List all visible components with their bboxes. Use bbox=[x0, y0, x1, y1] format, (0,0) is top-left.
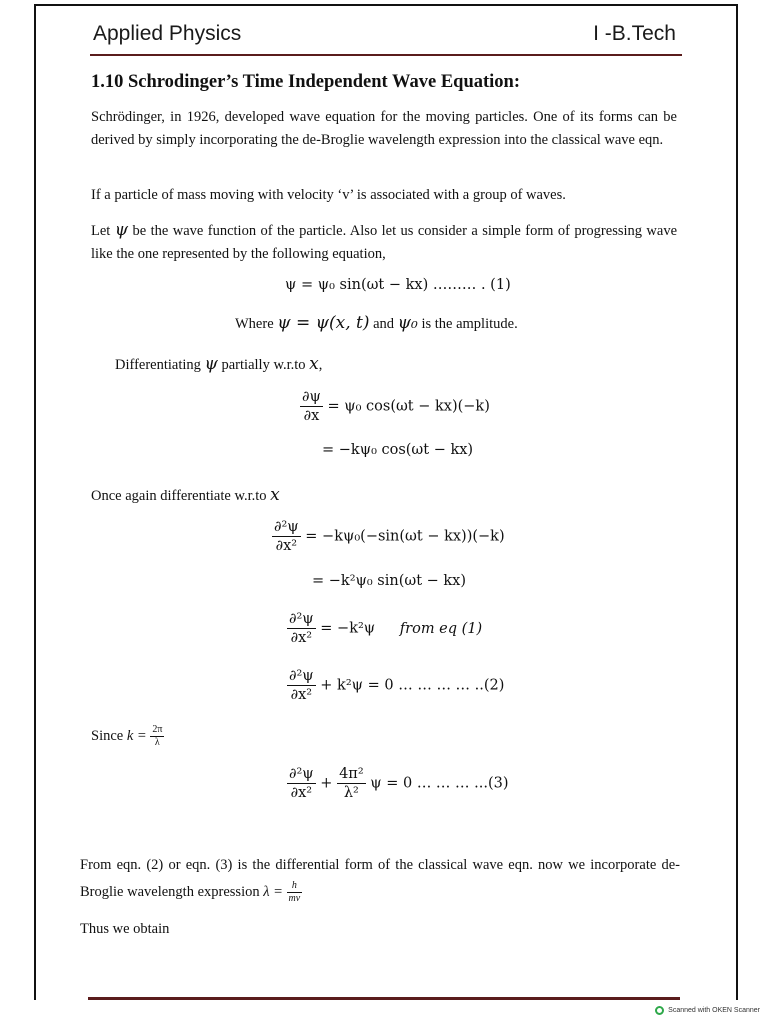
x-symbol: x bbox=[270, 485, 280, 505]
fraction-numerator: ∂ψ bbox=[302, 389, 321, 405]
where-text: Where bbox=[235, 316, 274, 332]
psi-symbol: ψ bbox=[114, 220, 129, 240]
particle-paragraph: If a particle of mass moving with velocity ‘v’ is associated with a group of waves. bbox=[91, 187, 566, 203]
page-border-top bbox=[34, 4, 738, 6]
where-line bbox=[235, 313, 518, 333]
header-rule bbox=[90, 54, 682, 56]
fraction-denominator: mv bbox=[288, 893, 301, 905]
fraction-numerator: ∂²ψ bbox=[289, 668, 314, 684]
header-course: I -B.Tech bbox=[593, 22, 676, 45]
wave-function-text: be the wave function of the particle. Also let us consider a simple form of progressing wave like the one represented by the following equation, bbox=[91, 223, 678, 262]
scanner-watermark bbox=[655, 1006, 760, 1015]
d2psi-dx2-fraction bbox=[272, 518, 301, 555]
since-line bbox=[91, 724, 164, 749]
page-border-left bbox=[34, 4, 36, 1000]
partially-text: partially w.r.to bbox=[221, 357, 306, 373]
second-derivative-rhs: = −kψ₀(−sin(ωt − kx))(−k) bbox=[305, 528, 505, 545]
first-derivative-line-2: = −kψ₀ cos(ωt − kx) bbox=[322, 442, 474, 458]
fraction-numerator: h bbox=[287, 880, 303, 893]
plus-sign: + bbox=[320, 775, 333, 792]
first-derivative bbox=[300, 388, 490, 425]
first-derivative-rhs: = ψ₀ cos(ωt − kx)(−k) bbox=[327, 398, 490, 415]
differentiate-again-text: Once again differentiate w.r.to bbox=[91, 488, 267, 504]
fraction-numerator: ∂²ψ bbox=[274, 519, 299, 535]
psi-symbol: ψ bbox=[204, 354, 218, 374]
from-eq-1-note: from eq (1) bbox=[399, 620, 483, 637]
header-subject: Applied Physics bbox=[93, 22, 242, 45]
equation-3 bbox=[287, 765, 509, 802]
equation-2-rhs: + k²ψ = 0 … … … … ..(2) bbox=[320, 677, 505, 694]
lambda-equals: λ = bbox=[263, 884, 283, 900]
equation-3-rhs: ψ = 0 … … … ...(3) bbox=[370, 775, 509, 792]
since-text: Since bbox=[91, 727, 124, 744]
equation-2 bbox=[287, 667, 504, 704]
two-pi-over-lambda-fraction bbox=[150, 724, 164, 749]
fraction-denominator: ∂x² bbox=[290, 630, 313, 646]
differentiate-again-line bbox=[91, 485, 280, 505]
dpsi-dx-fraction bbox=[300, 388, 323, 425]
fraction-denominator: ∂x² bbox=[275, 538, 298, 554]
intro-paragraph: Schrödinger, in 1926, developed wave equation for the moving particles. One of its forms can be derived by simply incorporating the de-Broglie wavelength expression into the classical wave eqn. bbox=[91, 109, 677, 148]
fraction-numerator: 2π bbox=[152, 724, 163, 735]
let-text: Let bbox=[91, 223, 111, 239]
amplitude-text: is the amplitude. bbox=[421, 316, 518, 332]
and-text: and bbox=[373, 316, 395, 332]
fraction-denominator: λ² bbox=[343, 785, 359, 801]
x-symbol: x bbox=[309, 354, 319, 374]
differentiating-line bbox=[115, 354, 322, 374]
second-derivative-simplified bbox=[287, 610, 482, 647]
d2psi-dx2-fraction bbox=[287, 667, 316, 704]
h-over-mv-fraction bbox=[287, 880, 303, 905]
fraction-denominator: λ bbox=[154, 737, 160, 748]
fraction-denominator: ∂x² bbox=[290, 785, 313, 801]
d2psi-dx2-fraction bbox=[287, 610, 316, 647]
fraction-denominator: ∂x bbox=[303, 408, 320, 424]
page-border-right bbox=[736, 4, 738, 1000]
k-equals: k = bbox=[126, 727, 147, 744]
equation-1: ψ = ψ₀ sin(ωt − kx) ……… . (1) bbox=[285, 277, 511, 293]
simplified-rhs: = −k²ψ bbox=[320, 620, 376, 637]
broglie-paragraph bbox=[80, 852, 680, 906]
where-equation: ψ = ψ(x, t) bbox=[277, 313, 370, 333]
second-derivative-line-2: = −k²ψ₀ sin(ωt − kx) bbox=[312, 573, 467, 589]
footer-rule bbox=[88, 997, 680, 1000]
differentiating-text: Differentiating bbox=[115, 357, 201, 373]
thus-text: Thus we obtain bbox=[80, 921, 170, 937]
psi0-symbol: ψ₀ bbox=[397, 313, 418, 333]
d2psi-dx2-fraction bbox=[287, 765, 316, 802]
section-title: 1.10 Schrodinger’s Time Independent Wave Equation: bbox=[91, 72, 520, 92]
four-pi-squared-fraction bbox=[337, 765, 366, 802]
second-derivative bbox=[272, 518, 505, 555]
fraction-numerator: 4π² bbox=[339, 766, 364, 782]
comma-text: , bbox=[318, 357, 323, 373]
scanner-text: Scanned with OKEN Scanner bbox=[668, 1007, 760, 1014]
wave-function-paragraph bbox=[91, 219, 677, 266]
fraction-denominator: ∂x² bbox=[290, 687, 313, 703]
fraction-numerator: ∂²ψ bbox=[289, 766, 314, 782]
fraction-numerator: ∂²ψ bbox=[289, 611, 314, 627]
scanner-logo-icon bbox=[655, 1006, 664, 1015]
broglie-text: From eqn. (2) or eqn. (3) is the differential form of the classical wave eqn. now we incorporate de-Broglie wavelength expression bbox=[80, 857, 680, 900]
